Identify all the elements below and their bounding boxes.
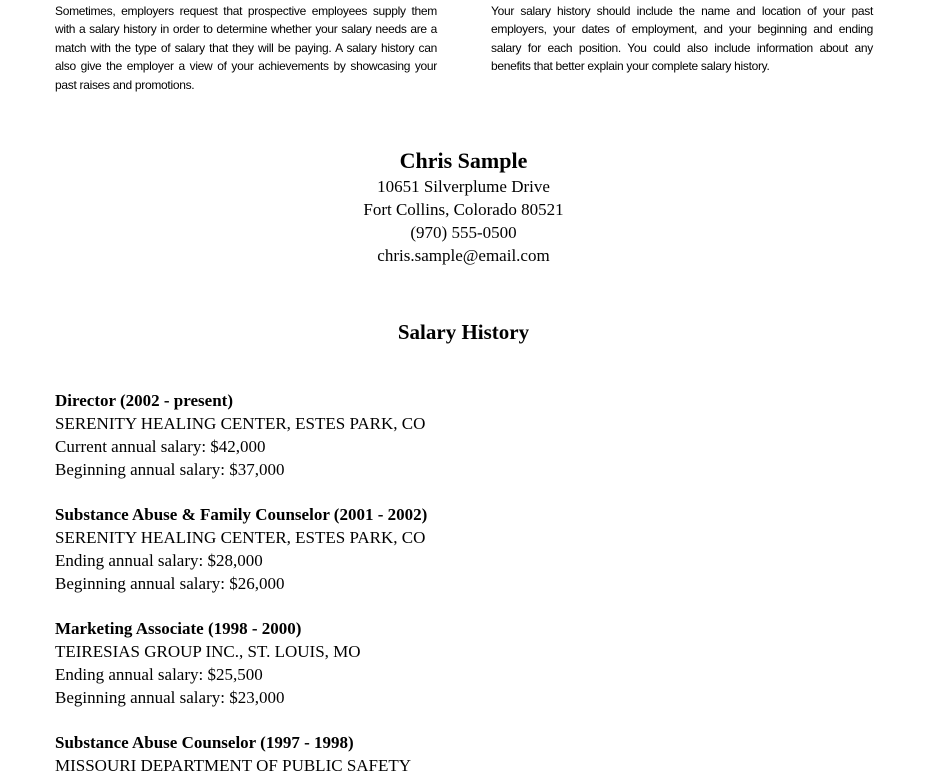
job-entry <box>55 731 411 777</box>
job-salary-line: Ending annual salary: $28,000 <box>55 551 263 570</box>
job-employer: SERENITY HEALING CENTER, ESTES PARK, CO <box>55 528 426 547</box>
job-title: Substance Abuse Counselor (1997 - 1998) <box>55 733 354 752</box>
contact-street: 10651 Silverplume Drive <box>377 177 550 196</box>
contact-phone: (970) 555-0500 <box>410 223 517 242</box>
section-title: Salary History <box>397 320 530 344</box>
job-title: Substance Abuse & Family Counselor (2001 - 2002) <box>55 505 428 524</box>
job-employer: TEIRESIAS GROUP INC., ST. LOUIS, MO <box>55 642 361 661</box>
job-salary-line: Beginning annual salary: $26,000 <box>55 574 285 593</box>
job-entry <box>55 503 427 595</box>
contact-city: Fort Collins, Colorado 80521 <box>363 200 564 219</box>
job-salary-line: Current annual salary: $42,000 <box>55 437 266 456</box>
job-salary-line: Beginning annual salary: $23,000 <box>55 688 285 707</box>
intro-left-paragraph: Sometimes, employers request that prospective employees supply them with a salary history in order to determine whether your salary needs are a match with the type of salary that they will be paying. A salary history can also give the employer a view of your achievements by showcasing your past raises and promotions. <box>55 4 437 92</box>
job-entry <box>55 617 361 709</box>
job-title: Director (2002 - present) <box>55 391 233 410</box>
job-employer: SERENITY HEALING CENTER, ESTES PARK, CO <box>55 414 426 433</box>
contact-name: Chris Sample <box>399 148 528 173</box>
job-salary-line: Ending annual salary: $25,500 <box>55 665 263 684</box>
intro-right-paragraph: Your salary history should include the name and location of your past employers, your dates of employment, and your beginning and ending salary for each position. You could also include information about any benefits that better explain your complete salary history. <box>491 4 873 74</box>
job-salary-line: Beginning annual salary: $37,000 <box>55 460 285 479</box>
contact-email: chris.sample@email.com <box>377 246 550 265</box>
job-employer: MISSOURI DEPARTMENT OF PUBLIC SAFETY <box>55 756 412 775</box>
job-entry <box>55 389 425 481</box>
job-title: Marketing Associate (1998 - 2000) <box>55 619 302 638</box>
